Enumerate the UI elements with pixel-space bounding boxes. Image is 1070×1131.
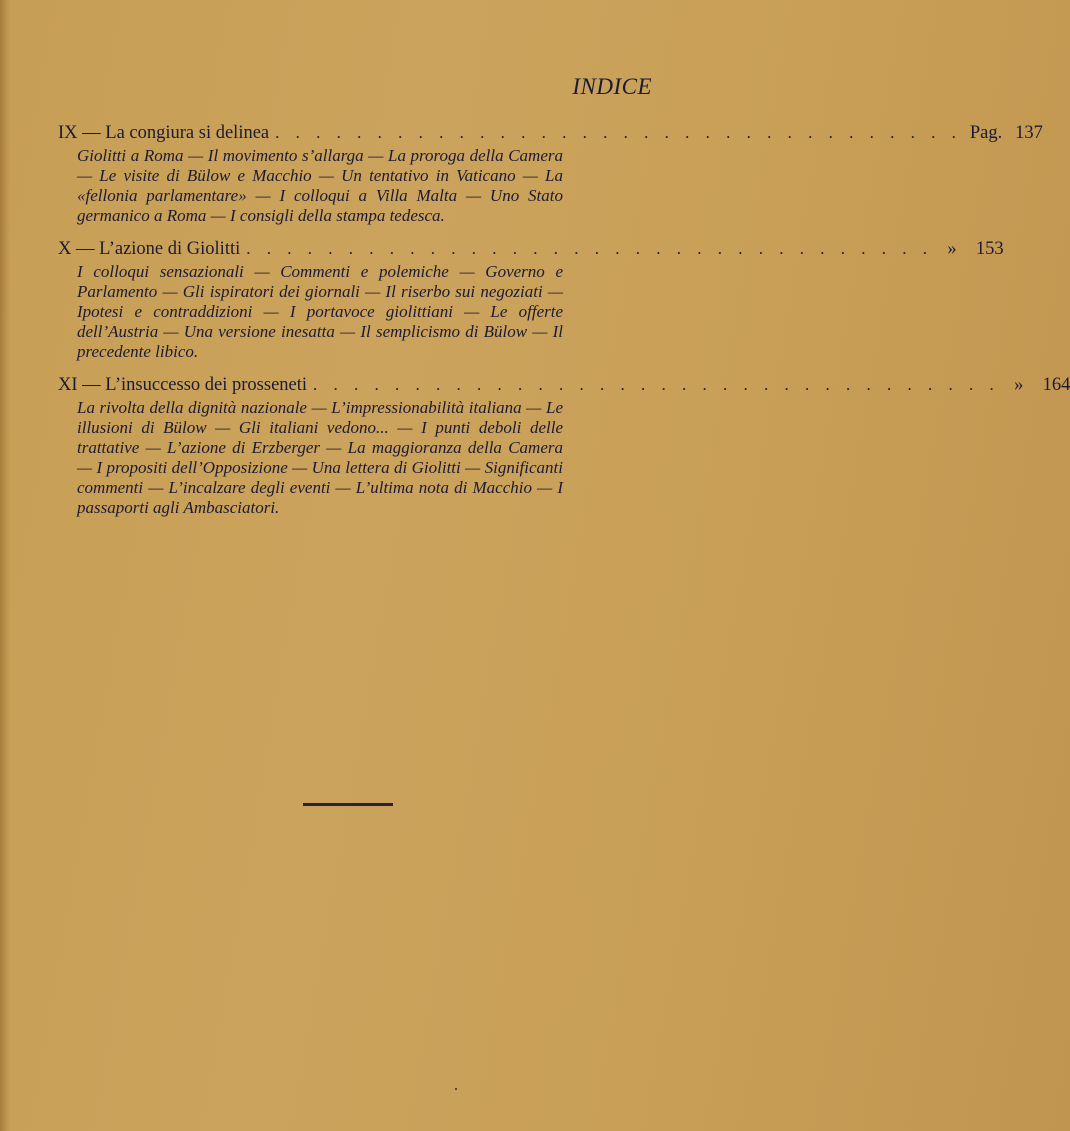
dot-leader: . . . . . . . . . . . . . . . . . . . . . . . . . . . . . . . . . . [246, 239, 933, 258]
chapter-title: X — L’azione di Giolitti [58, 239, 241, 259]
page-number: 164 [1042, 375, 1070, 395]
page-reference [941, 236, 1004, 262]
toc-entry-heading[interactable] [58, 372, 1070, 398]
chapter-summary: I colloqui sensazionali — Commenti e polemiche — Governo e Parlamento — Gli ispiratori dei giornali — Il riserbo sui negoziati — Ipotesi e contraddizioni — I portavoce giolittiani — Le offerte dell’Austria — Una versione inesatta — Il semplicismo di Bülow — Il precedente libico. [77, 262, 563, 361]
chapter-summary: La rivolta della dignità nazionale — L’impressionabilità italiana — Le illusioni di Bülow — Gli italiani vedono... — I punti deboli delle trattative — L’azione di Erzberger — La maggioranza della Camera — I propositi dell’Opposizione — Una lettera di Giolitti — Significanti commenti — L’incalzare degli eventi — L’ultima nota di Macchio — I passaporti agli Ambasciatori. [77, 398, 563, 517]
toc-entry-heading[interactable] [58, 236, 1004, 262]
chapter-title: XI — L’insuccesso dei prosseneti [58, 375, 308, 395]
page-reference [970, 120, 1043, 146]
dot-leader: . . . . . . . . . . . . . . . . . . . . . . . . . . . . . . . . . . [275, 123, 962, 142]
toc-entry-heading[interactable] [58, 120, 1043, 146]
page-number: 153 [975, 239, 1004, 259]
dot-leader: . . . . . . . . . . . . . . . . . . . . . . . . . . . . . . . . . . [313, 375, 1000, 394]
chapter-title: IX — La congiura si delinea [58, 123, 270, 143]
page-prefix: » [1014, 375, 1024, 395]
paper-speck [455, 1088, 457, 1090]
page-edge-shadow [0, 0, 10, 1131]
toc-entry-x [58, 236, 1004, 362]
toc-entry-ix [58, 120, 1043, 226]
chapter-summary: Giolitti a Roma — Il movimento s’allarga — La proroga della Camera — Le visite di Bülow e Macchio — Un tentativo in Vaticano — La «fellonia parlamentare» — I colloqui a Villa Malta — Uno Stato germanico a Roma — I consigli della stampa tedesca. [77, 146, 563, 225]
end-rule [303, 803, 393, 806]
page-reference [1008, 372, 1070, 398]
table-of-contents [58, 120, 1070, 528]
page-prefix: » [947, 239, 957, 259]
running-head: INDICE [572, 74, 652, 99]
page-prefix: Pag. [969, 123, 1003, 143]
toc-entry-xi [58, 372, 1070, 518]
page-number: 137 [1015, 123, 1043, 143]
